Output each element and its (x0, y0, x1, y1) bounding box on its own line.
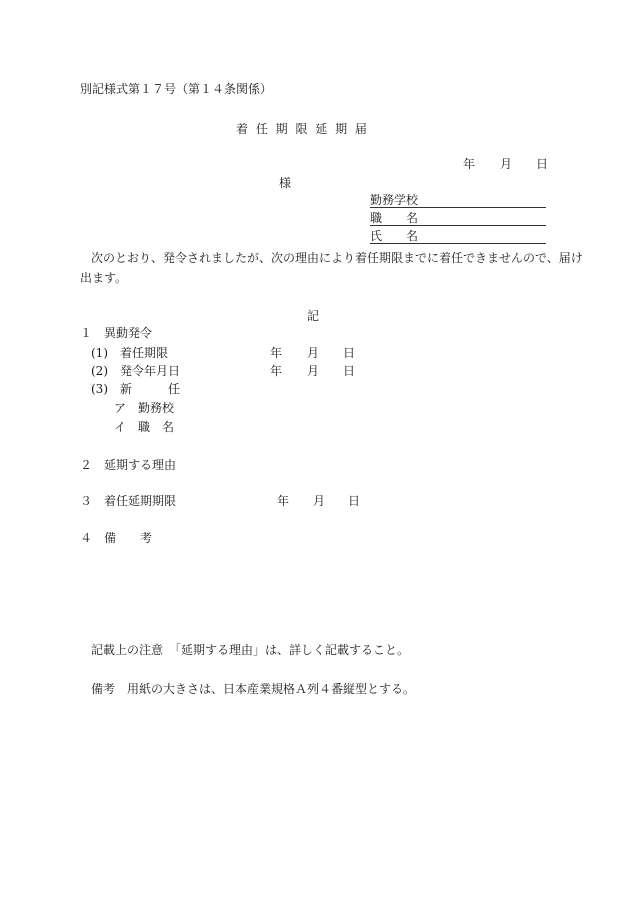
body-line-1: 次のとおり、発令されましたが、次の理由により着任期限までに着任できませんので、届け (91, 251, 583, 265)
ki-heading: 記 (307, 309, 320, 323)
item2-heading: ２ 延期する理由 (80, 458, 177, 472)
item1-sub1-label: (1) 着任期限 (91, 346, 168, 360)
position-label: 職 名 (370, 211, 419, 225)
addressee-suffix: 様 (279, 176, 292, 190)
body-line-2: 出ます。 (80, 271, 128, 285)
form-number: 別記様式第１７号（第１４条関係） (80, 82, 273, 96)
item1-sub1-month: 月 (307, 346, 320, 360)
name-label: 氏 名 (370, 229, 419, 243)
school-label: 勤務学校 (370, 193, 419, 207)
school-underline (370, 207, 546, 208)
date-year-label: 年 (463, 157, 476, 171)
item3-heading: ３ 着任延期期限 (80, 494, 177, 508)
item1-i-position: イ 職 名 (114, 420, 175, 434)
item1-sub2-year: 年 (270, 364, 283, 378)
item3-year: 年 (277, 494, 290, 508)
item4-heading: ４ 備 考 (80, 531, 153, 545)
name-underline (370, 243, 546, 244)
item3-day: 日 (348, 494, 361, 508)
item1-sub1-day: 日 (343, 346, 356, 360)
item1-sub3-label: (3) 新 任 (91, 382, 180, 396)
item1-heading: １ 異動発令 (80, 326, 153, 340)
item1-sub1-year: 年 (270, 346, 283, 360)
position-underline (370, 225, 546, 226)
item1-sub2-day: 日 (343, 364, 356, 378)
document-title: 着 任 期 限 延 期 届 (236, 122, 367, 136)
note-paper-size: 備考 用紙の大きさは、日本産業規格Ａ列４番縦型とする。 (91, 682, 416, 696)
item1-a-school: ア 勤務校 (114, 401, 175, 415)
item1-sub2-label: (2) 発令年月日 (91, 364, 180, 378)
item3-month: 月 (313, 494, 326, 508)
item1-sub2-month: 月 (307, 364, 320, 378)
date-day-label: 日 (536, 157, 549, 171)
date-month-label: 月 (500, 157, 513, 171)
note-filling-instructions: 記載上の注意 「延期する理由」は、詳しく記載すること。 (91, 643, 410, 657)
